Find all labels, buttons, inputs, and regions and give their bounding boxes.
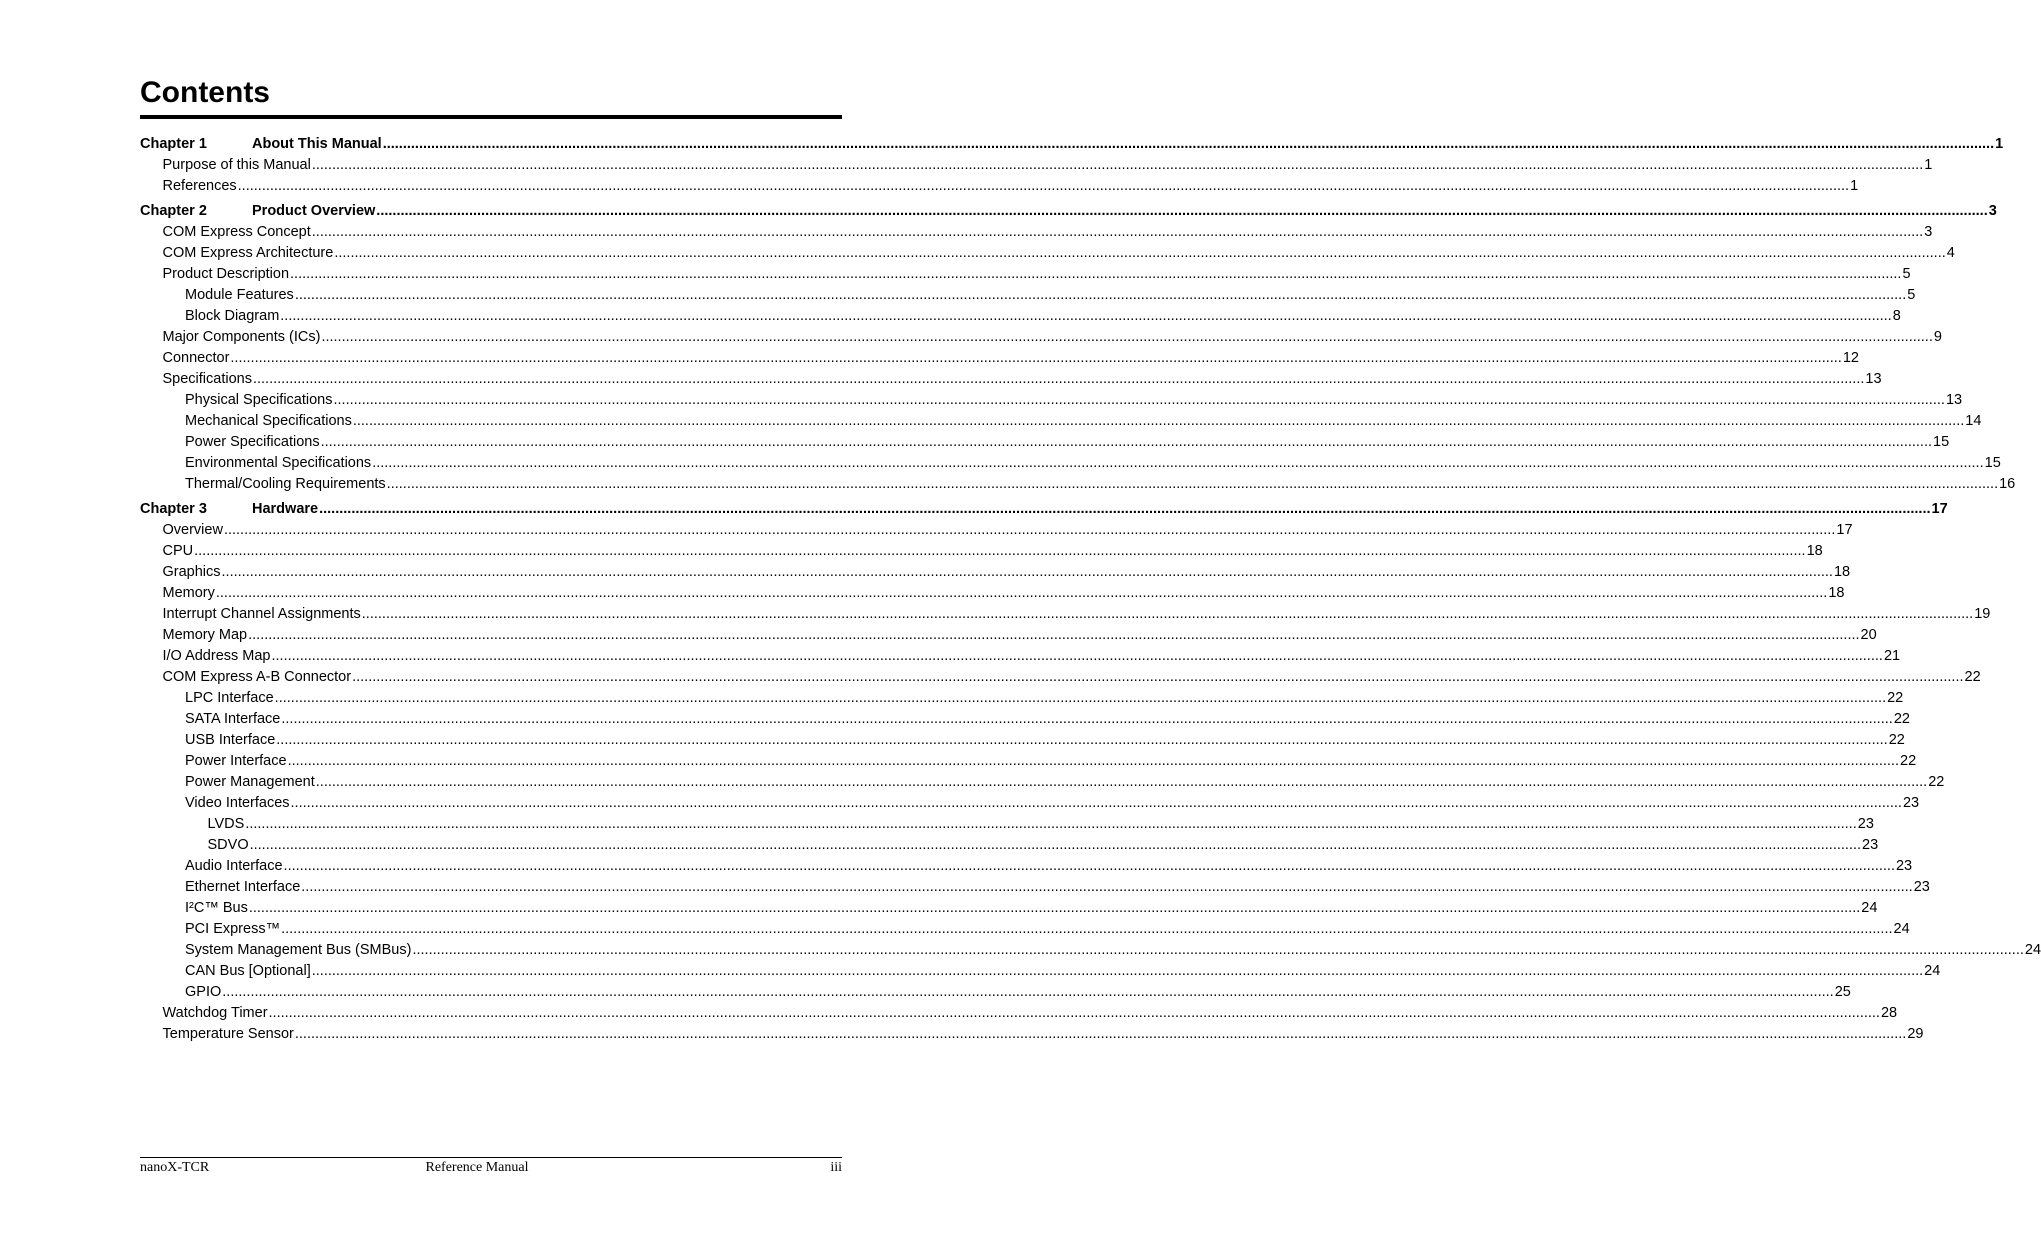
toc-entry[interactable] [140, 474, 2016, 495]
toc-entry-title: Memory Map [162, 627, 248, 643]
toc-page-number: 5 [1902, 266, 1911, 282]
toc-page-number: 29 [1907, 1026, 1924, 1042]
toc-entry-title: Watchdog Timer [162, 1005, 268, 1021]
toc-entry-title: Power Specifications [185, 434, 320, 450]
toc-entry-title: System Management Bus (SMBus) [185, 942, 412, 958]
toc-entry-title: Major Components (ICs) [162, 329, 321, 345]
toc-entry-title: Connector [162, 350, 230, 366]
toc-page-number: 13 [1865, 371, 1882, 387]
toc-entry-title: CPU [162, 543, 194, 559]
toc-page-number: 1 [1924, 157, 1933, 173]
dot-leader: ................................................................................................................................................................................................................................................................................................................................................................................................................ [311, 224, 1924, 240]
toc-entry-title: Environmental Specifications [185, 455, 372, 471]
toc-entry[interactable] [140, 176, 1859, 197]
dot-leader: ................................................................................................................................................................................................................................................................................................................................................................................................................ [301, 879, 1913, 895]
toc-entry-title: Video Interfaces [185, 795, 290, 811]
dot-leader: ................................................................................................................................................................................................................................................................................................................................................................................................................ [311, 963, 1924, 979]
toc-entry[interactable] [140, 390, 1963, 411]
toc-entry[interactable] [140, 562, 1851, 583]
toc-page-number: 19 [1974, 606, 1991, 622]
toc-entry-title: Ethernet Interface [185, 879, 301, 895]
toc-page-number: 17 [1836, 522, 1853, 538]
toc-page-number: 22 [1900, 753, 1917, 769]
toc-entry[interactable] [140, 327, 1942, 348]
toc-page-number: 17 [1931, 501, 1948, 517]
footer-document-title: Reference Manual [425, 1160, 529, 1175]
toc-chapter-entry[interactable] [140, 499, 1948, 520]
dot-leader: ................................................................................................................................................................................................................................................................................................................................................................................................................ [230, 350, 1842, 366]
toc-entry-title: Thermal/Cooling Requirements [185, 476, 386, 492]
dot-leader: ................................................................................................................................................................................................................................................................................................................................................................................................................ [294, 287, 1907, 303]
toc-entry[interactable] [140, 155, 1933, 176]
dot-leader: ................................................................................................................................................................................................................................................................................................................................................................................................................ [382, 136, 1995, 152]
dot-leader: ................................................................................................................................................................................................................................................................................................................................................................................................................ [221, 564, 1833, 580]
toc-entry-title: SDVO [207, 837, 249, 853]
dot-leader: ................................................................................................................................................................................................................................................................................................................................................................................................................ [352, 413, 1965, 429]
toc-page-number: 25 [1834, 984, 1851, 1000]
toc-page-number: 24 [1861, 900, 1878, 916]
toc-entry[interactable] [140, 604, 1991, 625]
toc-entry-title: Purpose of this Manual [162, 157, 311, 173]
toc-entry-title: CAN Bus [Optional] [185, 963, 311, 979]
dot-leader: ................................................................................................................................................................................................................................................................................................................................................................................................................ [315, 774, 1928, 790]
toc-page-number: 23 [1913, 879, 1930, 895]
toc-page-number: 15 [1984, 455, 2001, 471]
dot-leader: ................................................................................................................................................................................................................................................................................................................................................................................................................ [386, 476, 1999, 492]
toc-chapter-entry[interactable] [140, 201, 1997, 222]
toc-entry-title: I²C™ Bus [185, 900, 248, 916]
toc-entry[interactable] [140, 835, 1879, 856]
footer-product-name: nanoX-TCR [140, 1160, 210, 1175]
toc-page-number: 22 [1893, 711, 1910, 727]
dot-leader: ................................................................................................................................................................................................................................................................................................................................................................................................................ [290, 795, 1902, 811]
dot-leader: ................................................................................................................................................................................................................................................................................................................................................................................................................ [290, 266, 1902, 282]
toc-entry[interactable] [140, 751, 1917, 772]
dot-leader: ................................................................................................................................................................................................................................................................................................................................................................................................................ [294, 1026, 1907, 1042]
toc-page-number: 12 [1842, 350, 1859, 366]
toc-entry[interactable] [140, 520, 1853, 541]
toc-entry[interactable] [140, 369, 1882, 390]
toc-entry[interactable] [140, 667, 1981, 688]
toc-entry[interactable] [140, 583, 1845, 604]
dot-leader: ................................................................................................................................................................................................................................................................................................................................................................................................................ [276, 732, 1888, 748]
toc-page-number: 5 [1907, 287, 1916, 303]
dot-leader: ................................................................................................................................................................................................................................................................................................................................................................................................................ [311, 157, 1924, 173]
toc-entry-title: Power Interface [185, 753, 287, 769]
toc-entry-title: Power Management [185, 774, 315, 790]
toc-page-number: 3 [1924, 224, 1933, 240]
dot-leader: ................................................................................................................................................................................................................................................................................................................................................................................................................ [334, 245, 1946, 261]
toc-page-number: 24 [1893, 921, 1910, 937]
dot-leader: ................................................................................................................................................................................................................................................................................................................................................................................................................ [361, 606, 1974, 622]
toc-entry-title: Audio Interface [185, 858, 283, 874]
toc-page-number: 1 [1850, 178, 1859, 194]
dot-leader: ................................................................................................................................................................................................................................................................................................................................................................................................................ [319, 501, 1931, 517]
toc-page-number: 23 [1862, 837, 1879, 853]
dot-leader: ................................................................................................................................................................................................................................................................................................................................................................................................................ [412, 942, 2024, 958]
toc-entry-title: COM Express Concept [162, 224, 311, 240]
toc-entry[interactable] [140, 243, 1955, 264]
toc-entry-title: Physical Specifications [185, 392, 333, 408]
toc-entry[interactable] [140, 285, 1916, 306]
toc-entry[interactable] [140, 688, 1904, 709]
toc-entry-title: Temperature Sensor [162, 1026, 294, 1042]
dot-leader: ................................................................................................................................................................................................................................................................................................................................................................................................................ [352, 669, 1964, 685]
toc-page-number: 23 [1895, 858, 1913, 874]
dot-leader: ................................................................................................................................................................................................................................................................................................................................................................................................................ [321, 329, 1933, 345]
toc-page-number: 24 [2024, 942, 2041, 958]
toc-entry[interactable] [140, 264, 1911, 285]
toc-entry[interactable] [140, 306, 1901, 327]
toc-page-number: 18 [1806, 543, 1823, 559]
toc-entry[interactable] [140, 961, 1941, 982]
toc-entry-title: PCI Express™ [185, 921, 281, 937]
toc-entry-title: LVDS [207, 816, 245, 832]
toc-entry[interactable] [140, 1003, 1898, 1024]
toc-entry-title: About This Manual [252, 136, 382, 152]
toc-page-number: 28 [1880, 1005, 1898, 1021]
footer-rule [140, 1157, 842, 1158]
toc-page-number: 20 [1860, 627, 1877, 643]
toc-page-number: 23 [1902, 795, 1920, 811]
toc-entry-title: Specifications [162, 371, 252, 387]
toc-entry-title: Graphics [162, 564, 221, 580]
toc-entry-title: COM Express A-B Connector [162, 669, 352, 685]
toc-page-number: 9 [1933, 329, 1942, 345]
toc-page-number: 18 [1828, 585, 1845, 601]
toc-entry[interactable] [140, 940, 2041, 961]
dot-leader: ................................................................................................................................................................................................................................................................................................................................................................................................................ [283, 858, 1895, 874]
dot-leader: ................................................................................................................................................................................................................................................................................................................................................................................................................ [287, 753, 1899, 769]
page-title: Contents [140, 76, 270, 109]
dot-leader: ................................................................................................................................................................................................................................................................................................................................................................................................................ [248, 627, 1860, 643]
toc-entry-title: USB Interface [185, 732, 276, 748]
footer-page-number: iii [830, 1160, 842, 1175]
toc-entry-title: References [162, 178, 237, 194]
toc-page-number: 1 [1995, 136, 2004, 152]
toc-entry-title: Mechanical Specifications [185, 413, 352, 429]
toc-entry-title: GPIO [185, 984, 222, 1000]
toc-page-number: 24 [1924, 963, 1941, 979]
toc-entry[interactable] [140, 625, 1877, 646]
toc-entry[interactable] [140, 730, 1905, 751]
dot-leader: ................................................................................................................................................................................................................................................................................................................................................................................................................ [237, 178, 1850, 194]
toc-page-number: 15 [1933, 434, 1950, 450]
dot-leader: ................................................................................................................................................................................................................................................................................................................................................................................................................ [248, 900, 1861, 916]
toc-entry[interactable] [140, 856, 1913, 877]
toc-entry[interactable] [140, 793, 1920, 814]
dot-leader: ................................................................................................................................................................................................................................................................................................................................................................................................................ [372, 455, 1984, 471]
toc-chapter-label: Chapter 1 [140, 136, 207, 152]
dot-leader: ................................................................................................................................................................................................................................................................................................................................................................................................................ [281, 921, 1893, 937]
toc-entry[interactable] [140, 646, 1901, 667]
dot-leader: ................................................................................................................................................................................................................................................................................................................................................................................................................ [223, 522, 1836, 538]
toc-entry[interactable] [140, 222, 1933, 243]
toc-entry[interactable] [140, 453, 2001, 474]
toc-entry-title: Memory [162, 585, 215, 601]
toc-entry-title: LPC Interface [185, 690, 274, 706]
toc-entry-title: Overview [162, 522, 223, 538]
toc-page-number: 18 [1833, 564, 1851, 580]
dot-leader: ................................................................................................................................................................................................................................................................................................................................................................................................................ [194, 543, 1806, 559]
toc-chapter-label: Chapter 3 [140, 501, 207, 517]
toc-page-number: 14 [1965, 413, 1982, 429]
toc-entry-title: COM Express Architecture [162, 245, 334, 261]
toc-entry[interactable] [140, 814, 1874, 835]
toc-entry-title: Product Overview [252, 203, 376, 219]
toc-entry[interactable] [140, 348, 1859, 369]
toc-page-number: 22 [1888, 732, 1905, 748]
title-rule [140, 115, 842, 119]
dot-leader: ................................................................................................................................................................................................................................................................................................................................................................................................................ [245, 816, 1857, 832]
dot-leader: ................................................................................................................................................................................................................................................................................................................................................................................................................ [249, 837, 1862, 853]
toc-entry-title: I/O Address Map [162, 648, 271, 664]
toc-entry-title: SATA Interface [185, 711, 281, 727]
toc-entry[interactable] [140, 898, 1878, 919]
toc-page-number: 22 [1887, 690, 1904, 706]
toc-page-number: 21 [1883, 648, 1901, 664]
toc-page-number: 8 [1892, 308, 1901, 324]
toc-entry[interactable] [140, 982, 1851, 1003]
toc-chapter-entry[interactable] [140, 134, 2004, 155]
toc-page-number: 4 [1946, 245, 1955, 261]
toc-entry[interactable] [140, 709, 1910, 730]
toc-entry[interactable] [140, 877, 1930, 898]
dot-leader: ................................................................................................................................................................................................................................................................................................................................................................................................................ [274, 690, 1887, 706]
dot-leader: ................................................................................................................................................................................................................................................................................................................................................................................................................ [268, 1005, 1880, 1021]
toc-entry-title: Module Features [185, 287, 294, 303]
toc-entry[interactable] [140, 432, 1950, 453]
dot-leader: ................................................................................................................................................................................................................................................................................................................................................................................................................ [215, 585, 1828, 601]
toc-chapter-label: Chapter 2 [140, 203, 207, 219]
toc-page-number: 22 [1928, 774, 1945, 790]
dot-leader: ................................................................................................................................................................................................................................................................................................................................................................................................................ [333, 392, 1945, 408]
dot-leader: ................................................................................................................................................................................................................................................................................................................................................................................................................ [222, 984, 1834, 1000]
toc-entry[interactable] [140, 411, 1982, 432]
table-of-contents [140, 134, 2041, 1045]
toc-page-number: 16 [1999, 476, 2016, 492]
toc-page-number: 23 [1857, 816, 1874, 832]
toc-entry-title: Hardware [252, 501, 319, 517]
dot-leader: ................................................................................................................................................................................................................................................................................................................................................................................................................ [271, 648, 1883, 664]
toc-page-number: 22 [1964, 669, 1981, 685]
dot-leader: ................................................................................................................................................................................................................................................................................................................................................................................................................ [376, 203, 1988, 219]
toc-entry-title: Interrupt Channel Assignments [162, 606, 361, 622]
dot-leader: ................................................................................................................................................................................................................................................................................................................................................................................................................ [320, 434, 1933, 450]
dot-leader: ................................................................................................................................................................................................................................................................................................................................................................................................................ [280, 308, 1892, 324]
dot-leader: ................................................................................................................................................................................................................................................................................................................................................................................................................ [281, 711, 1893, 727]
toc-entry-title: Block Diagram [185, 308, 280, 324]
toc-page-number: 13 [1945, 392, 1963, 408]
dot-leader: ................................................................................................................................................................................................................................................................................................................................................................................................................ [252, 371, 1865, 387]
toc-entry[interactable] [140, 1024, 1924, 1045]
toc-entry[interactable] [140, 919, 1910, 940]
toc-entry-title: Product Description [162, 266, 290, 282]
toc-page-number: 3 [1988, 203, 1997, 219]
toc-entry[interactable] [140, 541, 1823, 562]
toc-entry[interactable] [140, 772, 1945, 793]
